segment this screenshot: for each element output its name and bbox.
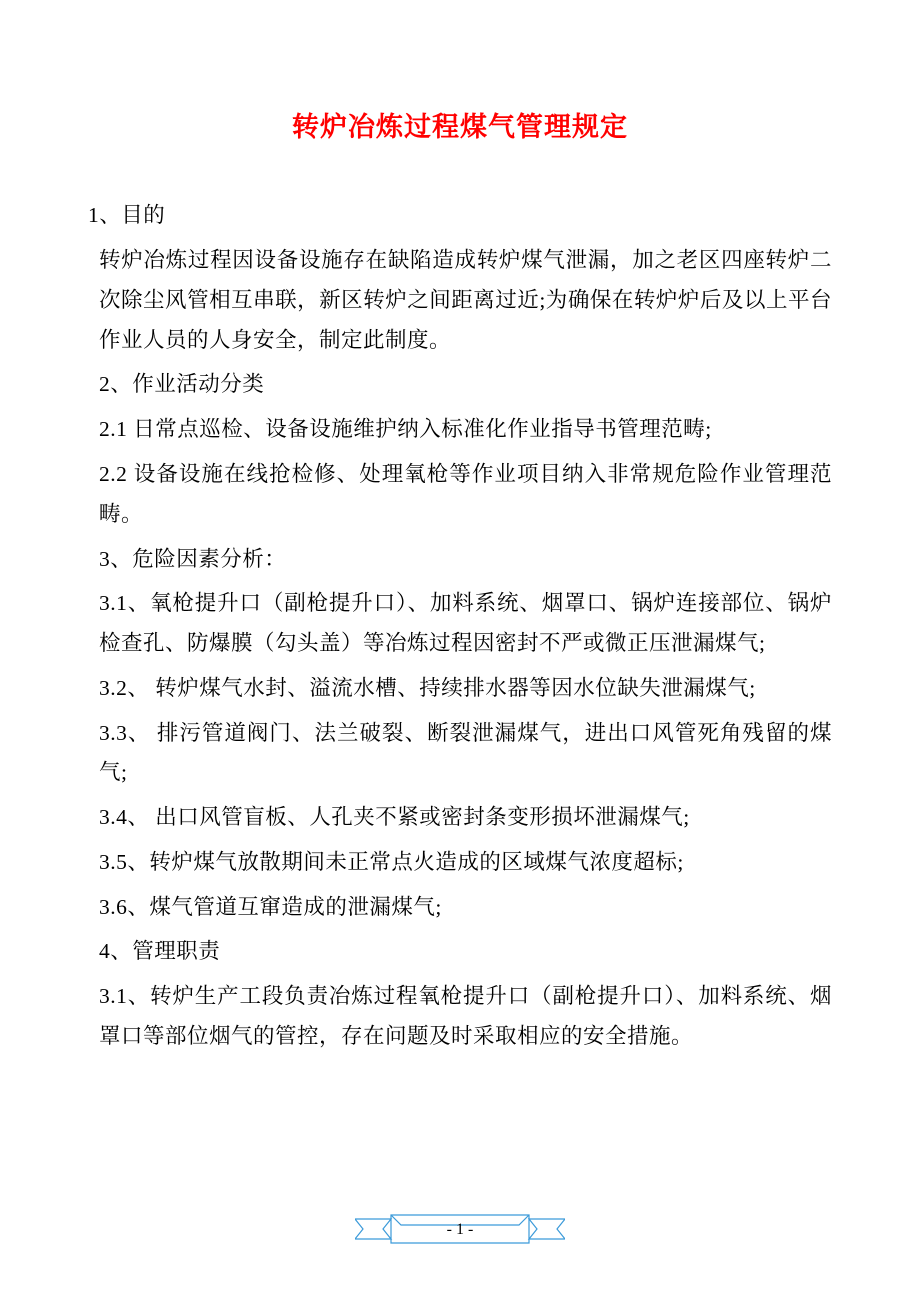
paragraph: 1、目的 (88, 203, 166, 228)
paragraph: 3、危险因素分析： (99, 546, 287, 571)
paragraph: 3.1、转炉生产工段负责冶炼过程氧枪提升口（副枪提升口）、加料系统、烟罩口等部位烟气的管控，存在问题及时采取相应的安全措施。 (99, 984, 832, 1048)
ribbon-decoration (355, 1211, 565, 1251)
paragraph: 3.3、 排污管道阀门、法兰破裂、断裂泄漏煤气，进出口风管死角残留的煤气; (99, 720, 832, 785)
paragraph: 2.2 设备设施在线抢检修、处理氧枪等作业项目纳入非常规危险作业管理范畴。 (99, 461, 832, 526)
paragraph: 转炉冶炼过程因设备设施存在缺陷造成转炉煤气泄漏，加之老区四座转炉二次除尘风管相互串联，新区转炉之间距离过近;为确保在转炉炉后及以上平台作业人员的人身安全，制定此制度。 (99, 248, 832, 352)
paragraph: 3.4、 出口风管盲板、人孔夹不紧或密封条变形损坏泄漏煤气; (99, 805, 690, 830)
document-body (88, 196, 832, 1056)
paragraph: 2、作业活动分类 (99, 372, 265, 397)
paragraph: 3.2、 转炉煤气水封、溢流水槽、持续排水器等因水位缺失泄漏煤气; (99, 675, 756, 700)
paragraph: 3.5、转炉煤气放散期间未正常点火造成的区域煤气浓度超标; (99, 849, 684, 874)
page-number: - 1 - (446, 1221, 474, 1238)
paragraph: 3.6、煤气管道互窜造成的泄漏煤气; (99, 894, 442, 919)
paragraph: 2.1 日常点巡检、设备设施维护纳入标准化作业指导书管理范畴; (99, 417, 712, 442)
page-footer (0, 1208, 920, 1254)
paragraph: 4、管理职责 (99, 939, 221, 964)
paragraph: 3.1、氧枪提升口（副枪提升口）、加料系统、烟罩口、锅炉连接部位、锅炉检查孔、防爆膜（勾头盖）等冶炼过程因密封不严或微正压泄漏煤气; (99, 591, 832, 656)
page-title: 转炉冶炼过程煤气管理规定 (292, 112, 628, 143)
